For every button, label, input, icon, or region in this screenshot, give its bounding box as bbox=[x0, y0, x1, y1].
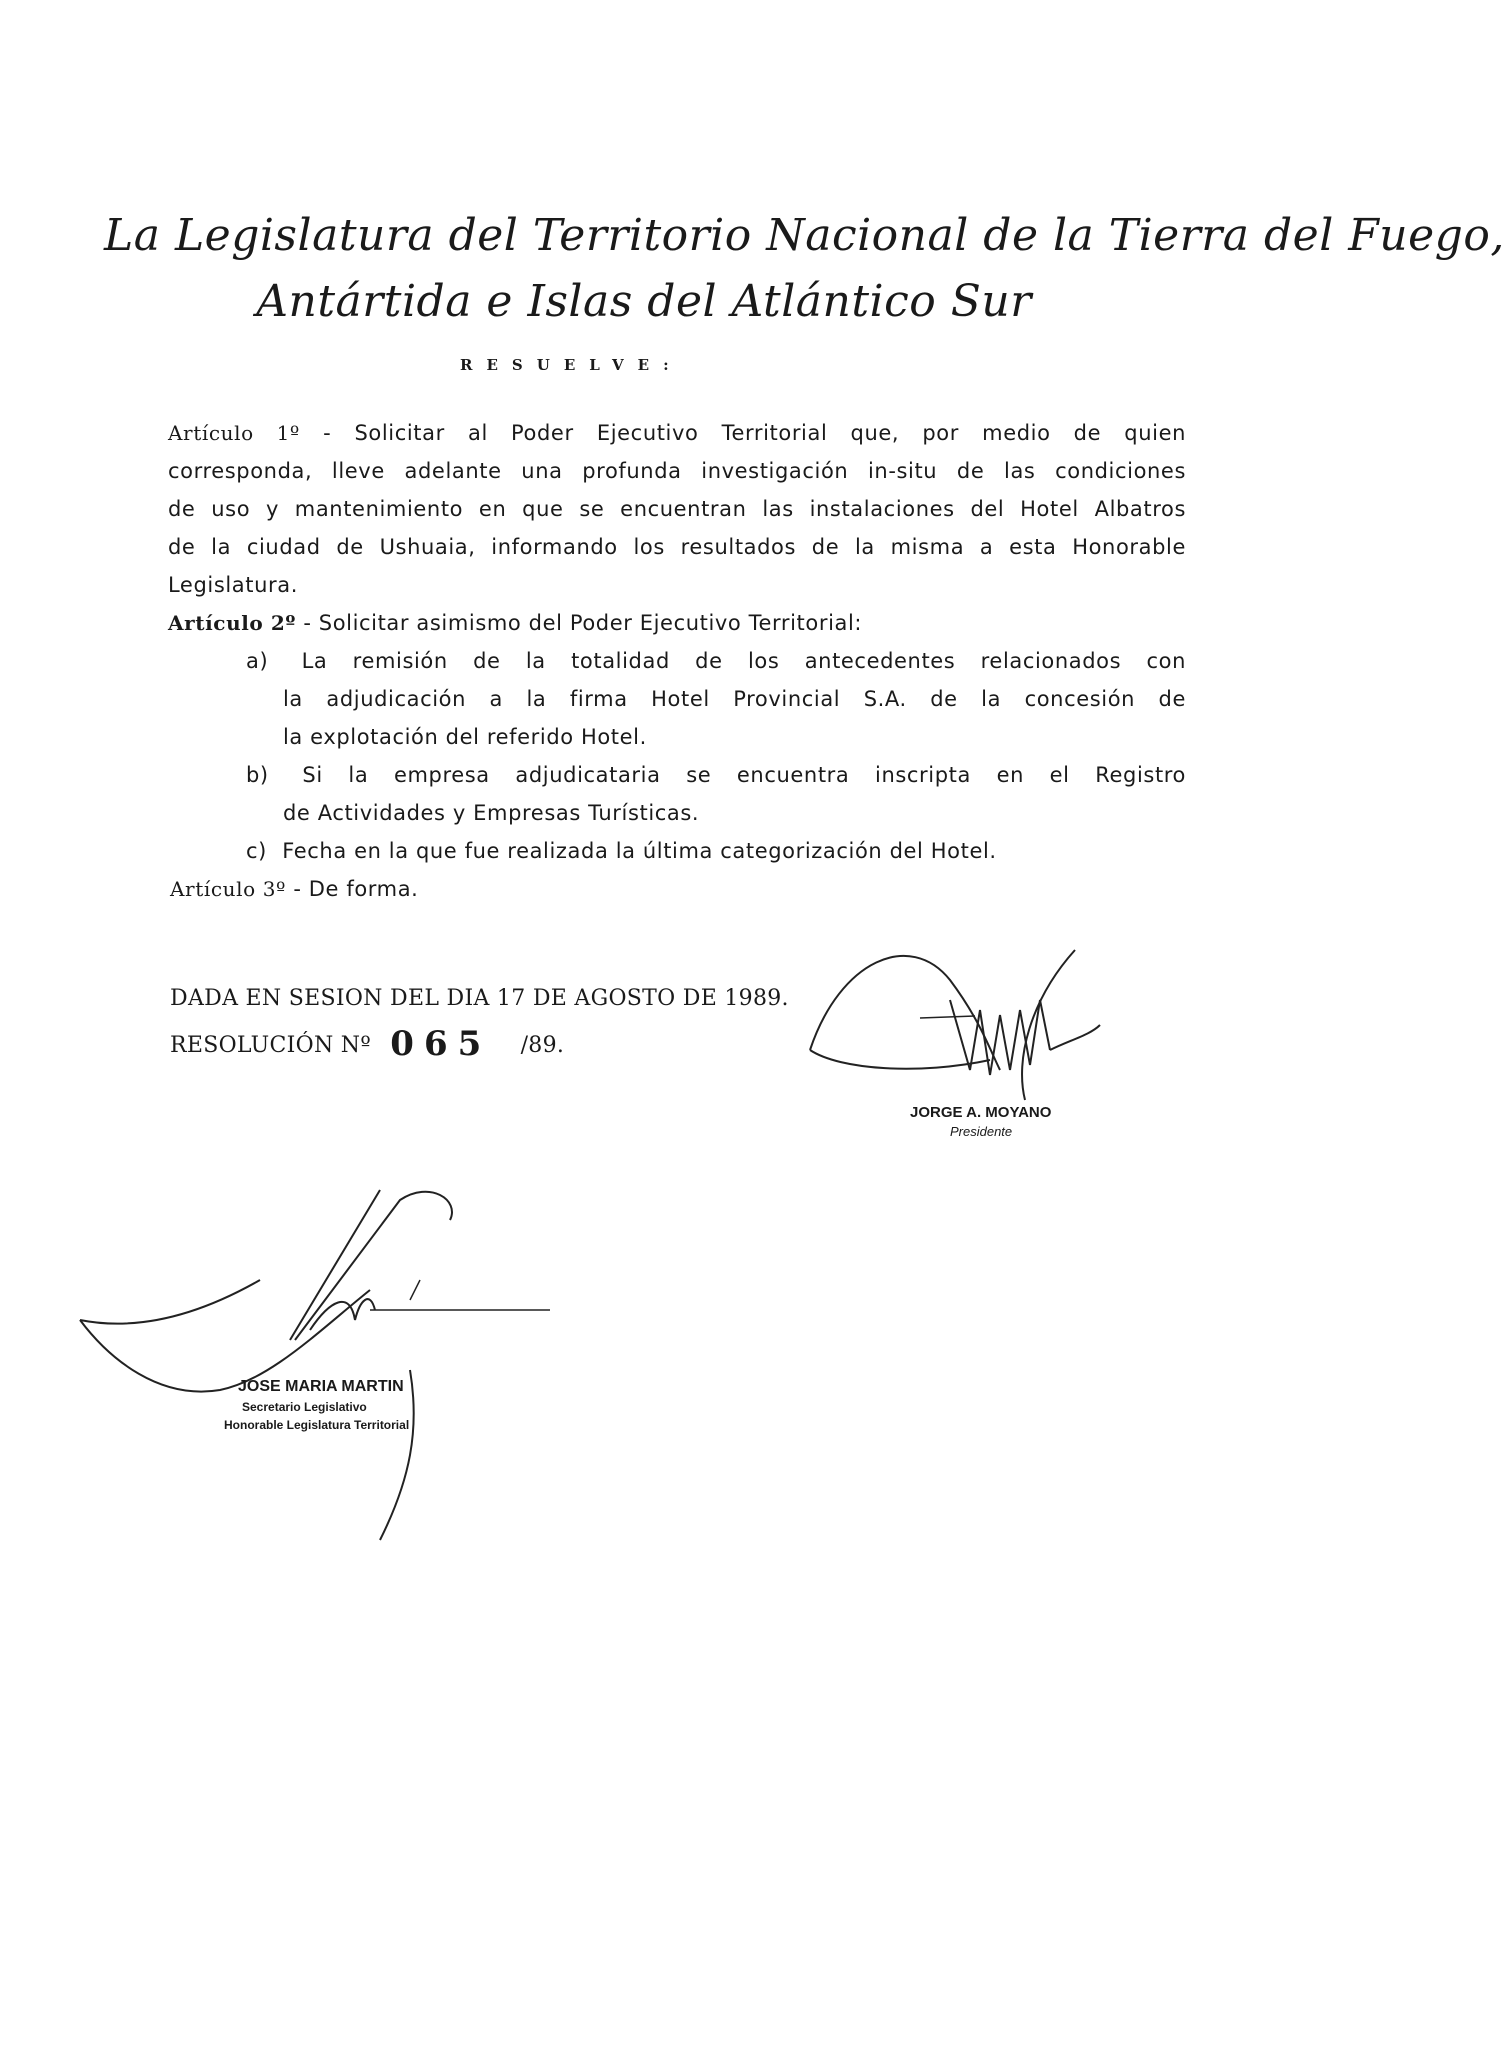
item-c-text: Fecha en la que fue realizada la última categorización del Hotel. bbox=[282, 839, 997, 863]
article-1-line-4: de la ciudad de Ushuaia, informando los resultados de la misma a esta Honorable bbox=[168, 535, 1186, 559]
item-b-line-2: de Actividades y Empresas Turísticas. bbox=[283, 801, 700, 825]
item-a-text: La remisión de la totalidad de los antecedentes relacionados con bbox=[301, 649, 1186, 673]
article-2-label: Artículo 2º bbox=[168, 611, 297, 635]
resuelve-heading: RESUELVE: bbox=[460, 356, 683, 374]
resolucion-year: /89. bbox=[520, 1033, 565, 1058]
secretary-name: JOSE MARIA MARTIN bbox=[238, 1378, 404, 1395]
resolucion-label: RESOLUCIÓN Nº bbox=[170, 1033, 371, 1058]
article-1-label: Artículo 1º bbox=[168, 421, 300, 445]
article-1-line-3: de uso y mantenimiento en que se encuentran las instalaciones del Hotel Albatros bbox=[168, 497, 1186, 521]
president-title: Presidente bbox=[950, 1124, 1013, 1139]
president-name: JORGE A. MOYANO bbox=[910, 1104, 1052, 1121]
item-b-marker: b) bbox=[246, 763, 269, 787]
dada-line: DADA EN SESION DEL DIA 17 DE AGOSTO DE 1989. bbox=[170, 986, 789, 1011]
article-1-text: - Solicitar al Poder Ejecutivo Territorial que, por medio de quien bbox=[323, 421, 1186, 445]
article-2-item-c bbox=[246, 832, 1186, 870]
article-3 bbox=[170, 870, 770, 908]
item-a-line-1 bbox=[246, 642, 1186, 680]
header-line-2: Antártida e Islas del Atlántico Sur bbox=[256, 276, 1032, 327]
resolucion-line bbox=[170, 1024, 564, 1064]
article-2-item-b bbox=[246, 756, 1186, 832]
item-b-text: Si la empresa adjudicataria se encuentra inscripta en el Registro bbox=[302, 763, 1186, 787]
article-3-label: Artículo 3º bbox=[170, 877, 287, 901]
president-signature bbox=[800, 940, 1120, 1110]
item-c-marker: c) bbox=[246, 839, 267, 863]
secretary-signature bbox=[70, 1180, 560, 1550]
article-1-line-2: corresponda, lleve adelante una profunda investigación in-situ de las condiciones bbox=[168, 459, 1186, 483]
article-2-intro-line bbox=[168, 604, 1186, 642]
item-a-marker: a) bbox=[246, 649, 269, 673]
secretary-title: Secretario Legislativo bbox=[242, 1400, 367, 1414]
article-3-text: - De forma. bbox=[293, 877, 419, 901]
item-c-line-1 bbox=[246, 832, 1186, 870]
article-2 bbox=[168, 604, 1186, 642]
secretary-body: Honorable Legislatura Territorial bbox=[224, 1418, 410, 1432]
header-line-1: La Legislatura del Territorio Nacional de la Tierra del Fuego, bbox=[104, 210, 1505, 261]
resolucion-number: 065 bbox=[390, 1024, 492, 1064]
item-a-line-3: la explotación del referido Hotel. bbox=[283, 725, 647, 749]
article-1-line-5: Legislatura. bbox=[168, 573, 298, 597]
article-1 bbox=[168, 414, 1186, 604]
article-1-line-1 bbox=[168, 414, 1186, 452]
article-2-intro: - Solicitar asimismo del Poder Ejecutivo Territorial: bbox=[303, 611, 863, 635]
article-2-item-a bbox=[246, 642, 1186, 756]
item-a-line-2: la adjudicación a la firma Hotel Provincial S.A. de la concesión de bbox=[283, 687, 1186, 711]
item-b-line-1 bbox=[246, 756, 1186, 794]
